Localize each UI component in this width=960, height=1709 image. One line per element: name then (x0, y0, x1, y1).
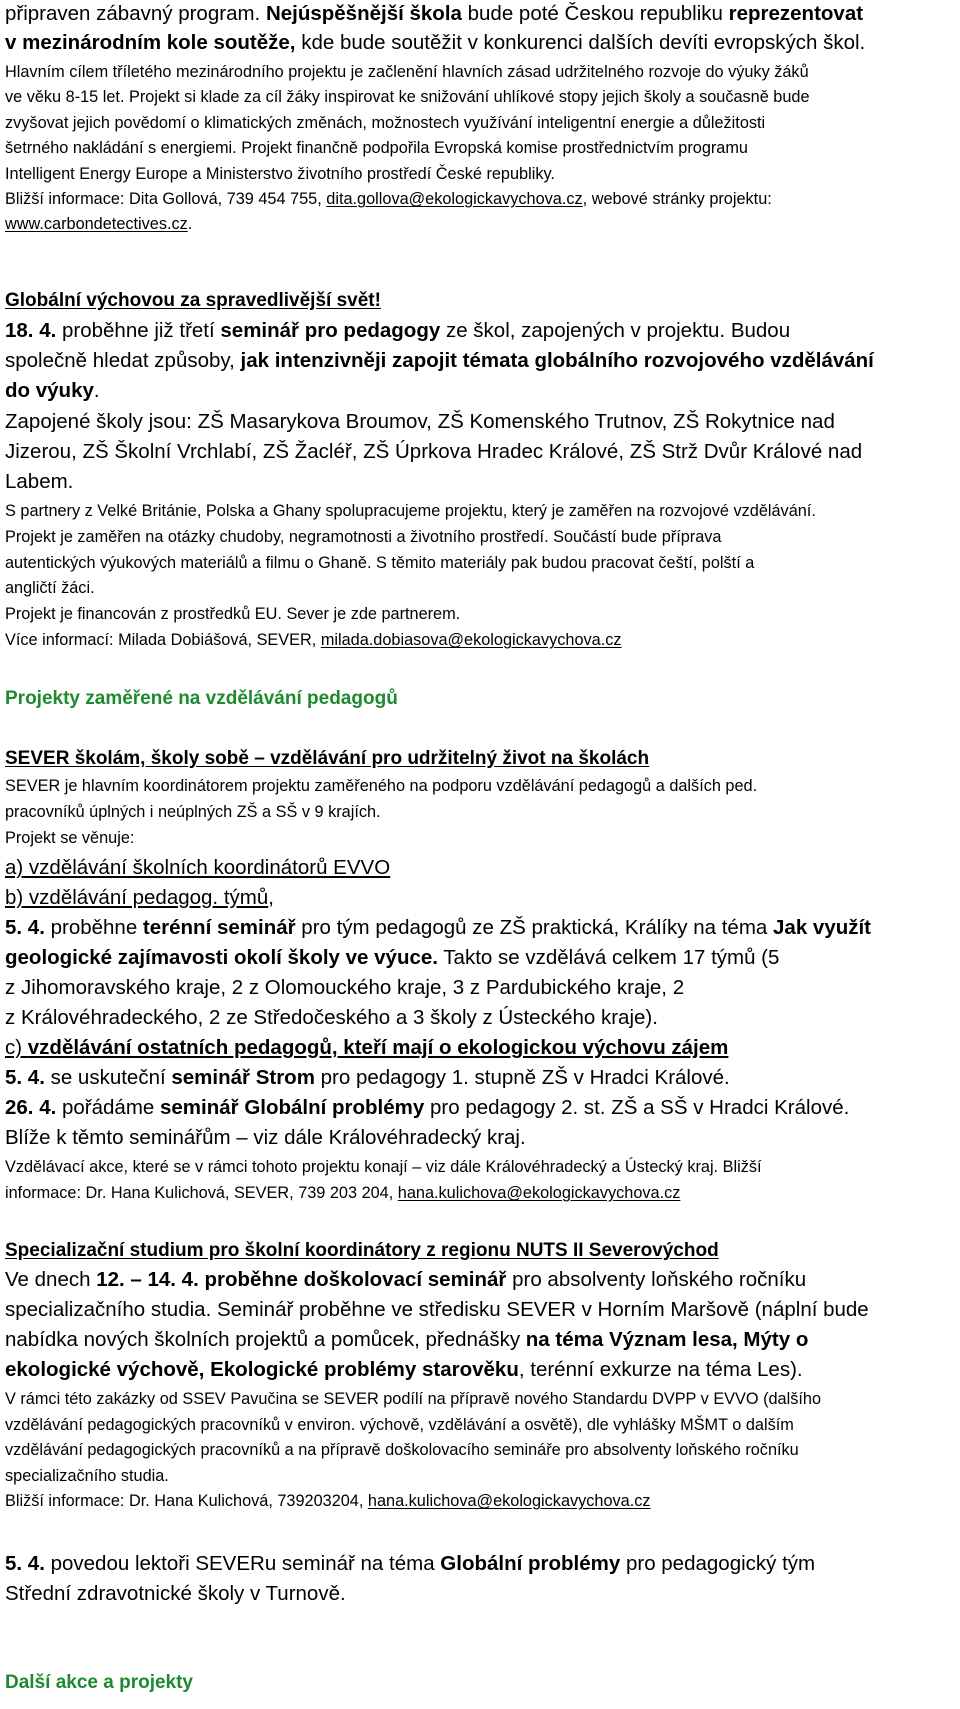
text-segment: Ve dnech (5, 1268, 97, 1291)
text-line (5, 165, 555, 184)
text-line (5, 31, 865, 55)
text-segment: , terénní exkurze na téma Les). (518, 1358, 803, 1381)
text-segment: Labem. (5, 470, 74, 493)
text-segment: Více informací: Milada Dobiášová, SEVER, (5, 631, 321, 649)
text-segment: geologické zajímavosti okolí školy ve výuce. (5, 946, 438, 969)
text-segment: Jizerou, ZŠ Školní Vrchlabí, ZŠ Žacléř, ZŠ Úprkova Hradec Králové, ZŠ Strž Dvůr Králové nad (5, 440, 863, 463)
text-segment: Jak využít (773, 916, 872, 939)
text-segment: Globální výchovou za spravedlivější svět! (5, 290, 381, 311)
text-segment: z Královéhradeckého, 2 ze Středočeského a 3 školy z Ústeckého kraje). (5, 1006, 658, 1029)
text-segment: proběhne již třetí (56, 319, 221, 342)
text-line (5, 1006, 658, 1030)
text-segment: Vzdělávací akce, které se v rámci tohoto projektu konají – viz dále Královéhradecký a Ústecký kraj. Bližší (5, 1158, 762, 1176)
text-segment: c) (5, 1036, 28, 1059)
text-segment: Projekty zaměřené na vzdělávání pedagogů (5, 688, 398, 709)
text-segment: připraven zábavný program. (5, 2, 266, 25)
text-line (5, 856, 390, 880)
text-segment: Zapojené školy jsou: ZŠ Masarykova Broumov, ZŠ Komenského Trutnov, ZŠ Rokytnice nad (5, 410, 835, 433)
text-segment: do výuky (5, 379, 94, 402)
link-text[interactable]: hana.kulichova@ekologickavychova.cz (367, 1492, 651, 1510)
text-segment: zvyšovat jejich povědomí o klimatických změnách, možnostech využívání inteligentní energie a důležitosti (5, 114, 766, 132)
text-segment: Další akce a projekty (5, 1672, 193, 1693)
text-line (5, 63, 809, 82)
text-segment: V rámci této zakázky od SSEV Pavučina se SEVER podílí na přípravě nového Standardu DVPP v EVVO (dalšího (5, 1390, 822, 1408)
text-segment: Projekt je financován z prostředků EU. Sever je zde partnerem. (5, 605, 461, 623)
text-segment: Blíže k těmto seminářům – viz dále Královéhradecký kraj. (5, 1126, 526, 1149)
text-line (5, 1441, 799, 1460)
text-line (5, 1126, 526, 1150)
text-segment: proběhne (44, 916, 143, 939)
text-line (5, 916, 871, 940)
text-segment: vzdělávání ostatních pedagogů, kteří mají o ekologickou výchovu zájem (27, 1036, 729, 1059)
link-text[interactable]: hana.kulichova@ekologickavychova.cz (397, 1184, 681, 1202)
text-line (5, 1268, 806, 1292)
text-line (5, 1328, 808, 1352)
text-segment: bude poté Českou republiku (461, 2, 729, 25)
text-segment: pro tým pedagogů ze ZŠ praktická, Králíky na téma (295, 916, 774, 939)
text-line (5, 1298, 869, 1322)
text-line (5, 410, 835, 434)
text-line (5, 379, 100, 403)
text-line (5, 688, 398, 710)
text-segment: informace: Dr. Hana Kulichová, SEVER, 739 203 204, (5, 1184, 398, 1202)
text-segment: 5. 4. (5, 916, 45, 939)
text-segment: 5. 4. (5, 1552, 45, 1575)
text-segment: Bližší informace: Dita Gollová, 739 454 755, (5, 190, 327, 208)
text-segment: šetrného nakládání s energiemi. Projekt finančně podpořila Evropská komise prostřednictvím programu (5, 139, 748, 157)
text-line (5, 1390, 821, 1409)
text-segment: Projekt se věnuje: (5, 829, 135, 847)
text-line (5, 1184, 680, 1203)
text-segment: jak intenzivněji zapojit témata globálního rozvojového vzdělávání (240, 349, 874, 372)
text-segment: SEVER je hlavním koordinátorem projektu zaměřeného na podporu vzdělávání pedagogů a dalších ped. (5, 777, 758, 795)
text-segment: , (268, 886, 274, 909)
text-segment: v mezinárodním kole soutěže, (5, 31, 296, 54)
text-segment: 12. – 14. 4. (96, 1268, 199, 1291)
text-segment: seminář Strom (171, 1066, 315, 1089)
text-line (5, 349, 874, 373)
text-segment: . (93, 379, 100, 402)
text-segment: , webové stránky projektu: (582, 190, 772, 208)
text-segment: Bližší informace: Dr. Hana Kulichová, 739203204, (5, 1492, 368, 1510)
text-line (5, 1240, 719, 1262)
link-text[interactable]: www.carbondetectives.cz (5, 215, 188, 233)
text-segment: z Jihomoravského kraje, 2 z Olomouckého kraje, 3 z Pardubického kraje, 2 (5, 976, 685, 999)
text-segment: pro pedagogy 2. st. ZŠ a SŠ v Hradci Králové. (424, 1096, 850, 1119)
text-segment: pro pedagogy 1. stupně ZŠ v Hradci Králové. (314, 1066, 730, 1089)
text-line (5, 803, 381, 822)
text-line (5, 502, 816, 521)
text-segment: povedou lektoři SEVERu seminář na téma (44, 1552, 441, 1575)
text-line (5, 440, 862, 464)
text-segment: ze škol, zapojených v projektu. Budou (440, 319, 791, 342)
text-line (5, 554, 754, 573)
text-segment: specializačního studia. (5, 1467, 169, 1485)
text-segment: Projekt je zaměřen na otázky chudoby, negramotnosti a životního prostředí. Součástí bude příprava (5, 528, 722, 546)
text-line (5, 319, 790, 343)
text-segment: Nejúspěšnější škola (265, 2, 462, 25)
text-line (5, 605, 460, 624)
text-segment: b) vzdělávání pedagog. týmů (5, 886, 269, 909)
text-line (5, 1492, 651, 1511)
text-line (5, 1036, 728, 1060)
text-line (5, 777, 757, 796)
text-segment: specializačního studia. Seminář proběhne ve středisku SEVER v Horním Maršově (náplní bude (5, 1298, 869, 1321)
text-segment: 5. 4. (5, 1066, 45, 1089)
text-segment: ekologické výchově, Ekologické problémy starověku (5, 1358, 519, 1381)
text-segment: vzdělávání pedagogických pracovníků v environ. výchově, vzdělávání a osvětě), dle vyhlášky MŠMT o dalším (5, 1416, 794, 1434)
text-segment: Střední zdravotnické školy v Turnově. (5, 1582, 346, 1605)
text-segment: nabídka nových školních projektů a pomůcek, přednášky (5, 1328, 526, 1351)
link-text[interactable]: milada.dobiasova@ekologickavychova.cz (320, 631, 622, 649)
text-segment: kde bude soutěžit v konkurenci dalších devíti evropských škol. (295, 31, 866, 54)
text-segment: seminář Globální problémy (160, 1096, 425, 1119)
text-line (5, 1672, 193, 1694)
text-line (5, 886, 274, 910)
text-segment: S partnery z Velké Británie, Polska a Ghany spolupracujeme projektu, který je zaměřen na rozvojové vzdělávání. (5, 502, 816, 520)
text-line (5, 88, 810, 107)
text-segment: společně hledat způsoby, (5, 349, 241, 372)
text-line (5, 2, 863, 26)
text-line (5, 579, 95, 598)
text-segment: reprezentovat (728, 2, 864, 25)
text-line (5, 1096, 849, 1120)
text-line (5, 1552, 815, 1576)
text-line (5, 1467, 169, 1486)
text-line (5, 946, 779, 970)
text-segment: se uskuteční (44, 1066, 172, 1089)
text-segment: pořádáme (56, 1096, 160, 1119)
text-segment: Specializační studium pro školní koordinátory z regionu NUTS II Severovýchod (5, 1240, 719, 1261)
text-line (5, 1582, 346, 1606)
text-segment: vzdělávání pedagogických pracovníků a na přípravě doškolovacího semináře pro absolventy loňského ročníku (5, 1441, 799, 1459)
text-line (5, 139, 748, 158)
link-text[interactable]: dita.gollova@ekologickavychova.cz (326, 190, 583, 208)
text-segment: ve věku 8-15 let. Projekt si klade za cíl žáky inspirovat ke snižování uhlíkové stopy jejich školy a současně bude (5, 88, 810, 106)
text-segment: Intelligent Energy Europe a Ministerstvo životního prostředí České republiky. (5, 165, 555, 183)
text-segment: pro absolventy loňského ročníku (506, 1268, 807, 1291)
text-segment: SEVER školám, školy sobě – vzdělávání pro udržitelný život na školách (5, 748, 650, 769)
text-segment: proběhne doškolovací seminář (204, 1268, 507, 1291)
text-line (5, 114, 765, 133)
text-segment: pro pedagogický tým (620, 1552, 816, 1575)
text-line (5, 1416, 794, 1435)
text-segment: Hlavním cílem tříletého mezinárodního projektu je začlenění hlavních zásad udržitelného rozvoje do výuky žáků (5, 63, 809, 81)
text-line (5, 1066, 730, 1090)
text-line (5, 470, 73, 494)
text-segment: . (187, 215, 193, 233)
text-line (5, 976, 684, 1000)
text-line (5, 290, 381, 312)
text-segment: Globální problémy (440, 1552, 621, 1575)
text-segment: 18. 4. (5, 319, 57, 342)
text-segment: seminář pro pedagogy (220, 319, 441, 342)
text-segment: terénní seminář (142, 916, 296, 939)
text-segment: 26. 4. (5, 1096, 57, 1119)
text-segment: pracovníků úplných i neúplných ZŠ a SŠ v 9 krajích. (5, 803, 381, 821)
text-segment: angličtí žáci. (5, 579, 95, 597)
text-line (5, 829, 134, 848)
text-segment: autentických výukových materiálů a filmu o Ghaně. S těmito materiály pak budou pracovat čeští, polští a (5, 554, 755, 572)
text-line (5, 631, 622, 650)
text-line (5, 748, 649, 770)
text-line (5, 528, 721, 547)
text-line (5, 1358, 803, 1382)
text-line (5, 215, 192, 234)
text-segment: a) vzdělávání školních koordinátorů EVVO (5, 856, 391, 879)
text-segment: na téma Význam lesa, Mýty o (525, 1328, 809, 1351)
text-line (5, 190, 772, 209)
text-line (5, 1158, 762, 1177)
text-segment: Takto se vzdělává celkem 17 týmů (5 (437, 946, 780, 969)
